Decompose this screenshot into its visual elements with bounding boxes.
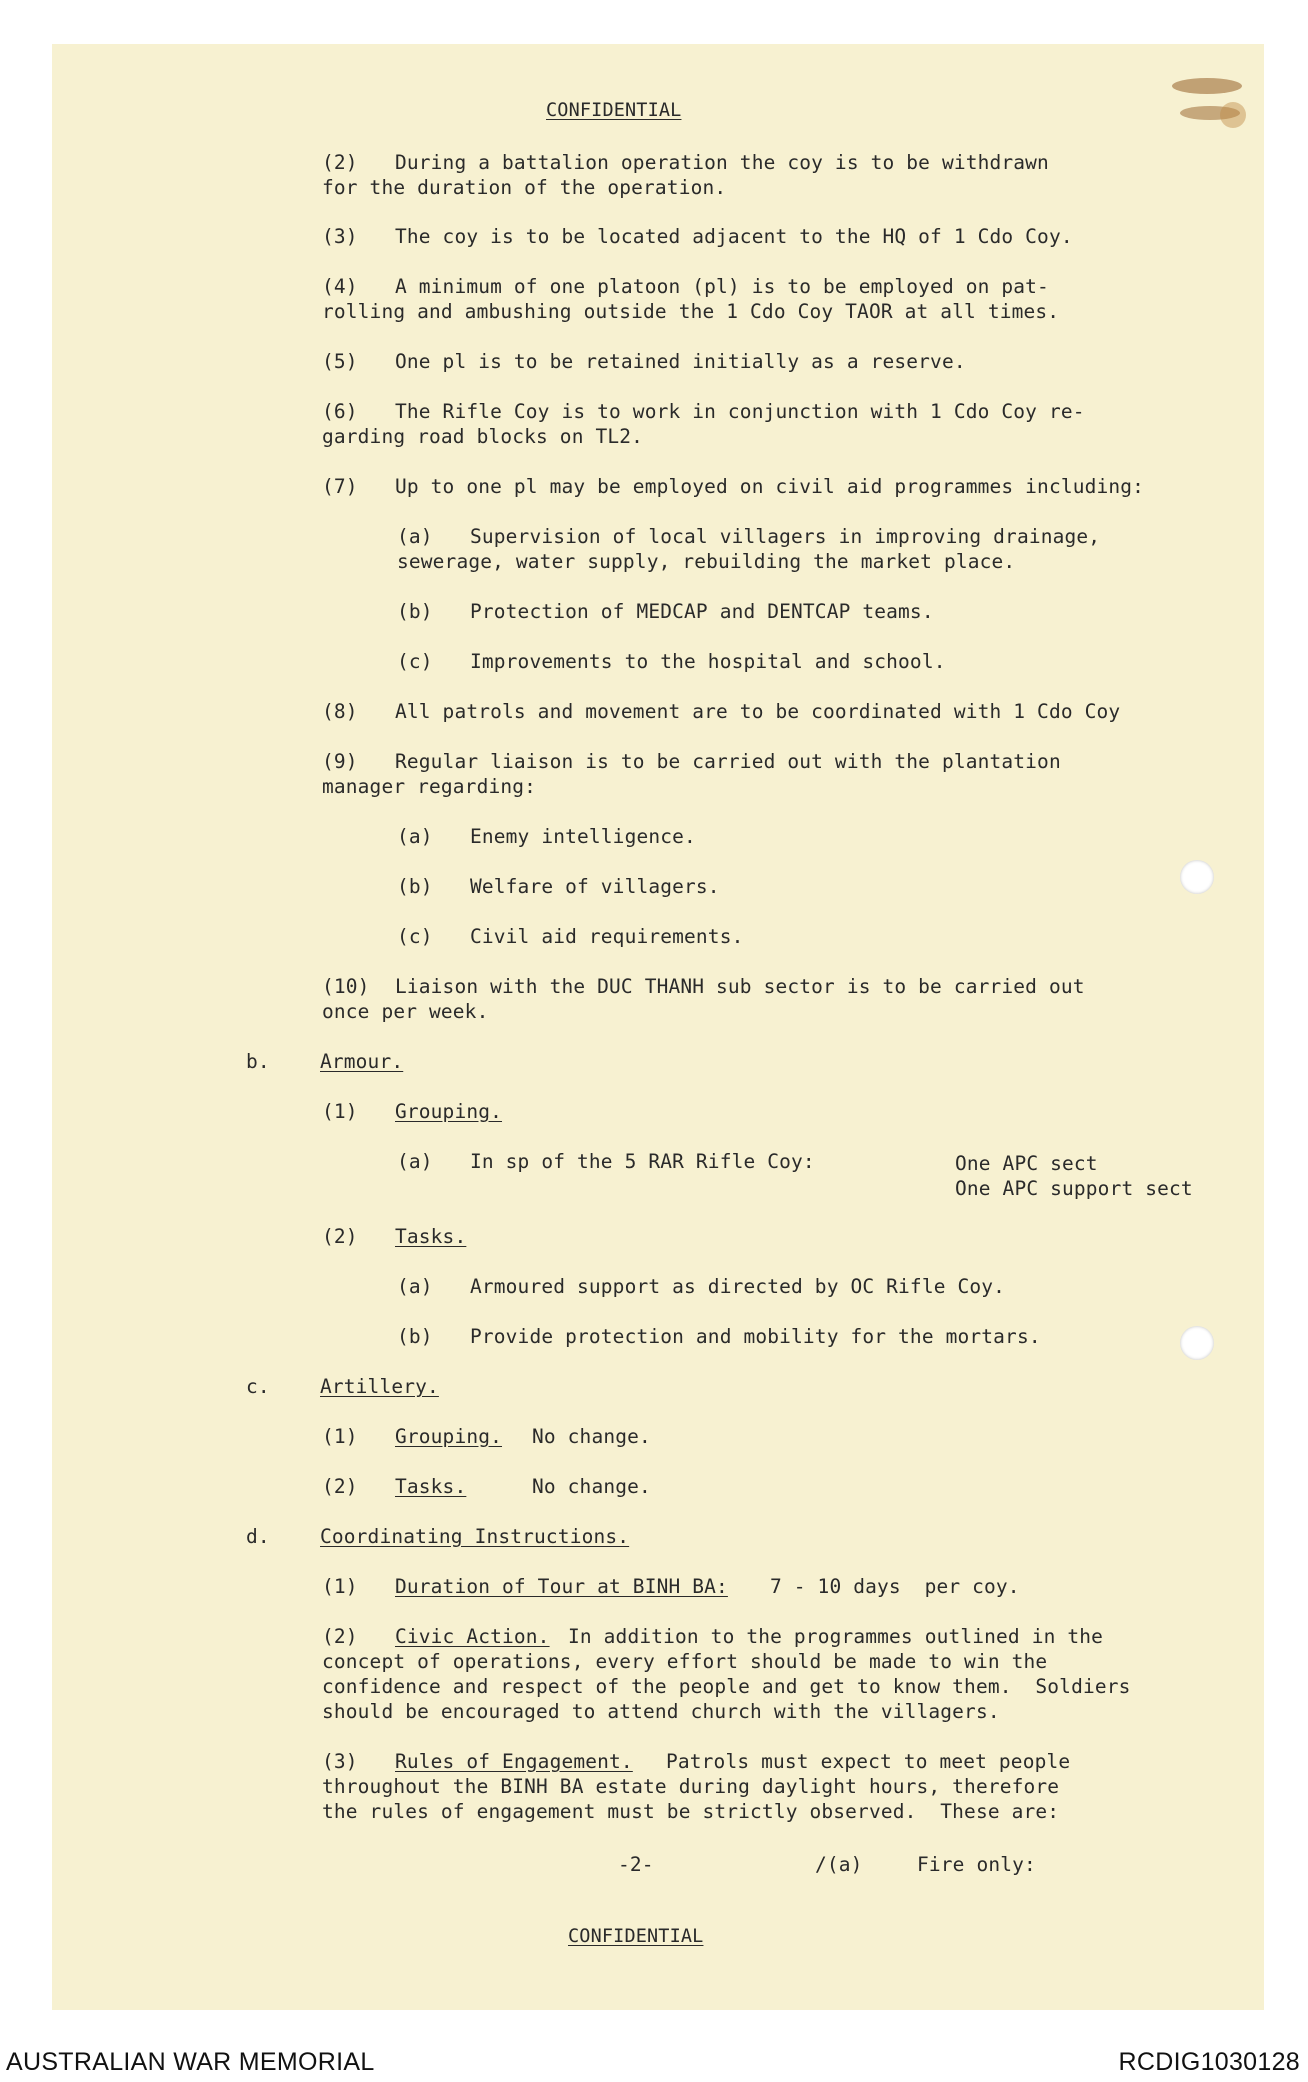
section-heading: Armour. bbox=[320, 1050, 404, 1073]
item-marker: (1) bbox=[322, 1575, 358, 1598]
body-text: The Rifle Coy is to work in conjunction with 1 Cdo Coy re- bbox=[395, 400, 1085, 423]
body-text: should be encouraged to attend church with the villagers. bbox=[322, 1700, 1000, 1723]
sub-item-marker: (a) bbox=[397, 1150, 433, 1173]
section-heading: Artillery. bbox=[320, 1375, 439, 1398]
grouping-allocation: One APC support sect bbox=[955, 1177, 1193, 1200]
item-marker: (4) bbox=[322, 275, 358, 298]
item-heading: Grouping. bbox=[395, 1100, 503, 1123]
sub-item-marker: (b) bbox=[397, 600, 433, 623]
body-text: for the duration of the operation. bbox=[322, 176, 727, 199]
punch-hole bbox=[1180, 860, 1214, 894]
archive-institution: AUSTRALIAN WAR MEMORIAL bbox=[6, 2048, 375, 2076]
item-marker: (3) bbox=[322, 225, 358, 248]
body-text: During a battalion operation the coy is to be withdrawn bbox=[395, 151, 1049, 174]
body-text: No change. bbox=[532, 1475, 651, 1498]
item-heading: Rules of Engagement. bbox=[395, 1750, 633, 1773]
item-marker: (6) bbox=[322, 400, 358, 423]
item-marker: (2) bbox=[322, 151, 358, 174]
item-marker: (8) bbox=[322, 700, 358, 723]
item-marker: (2) bbox=[322, 1475, 358, 1498]
section-marker: b. bbox=[246, 1050, 270, 1073]
item-marker: (1) bbox=[322, 1100, 358, 1123]
sub-item-marker: (a) bbox=[397, 825, 433, 848]
item-marker: (2) bbox=[322, 1625, 358, 1648]
section-marker: d. bbox=[246, 1525, 270, 1548]
grouping-allocation: One APC sect bbox=[955, 1152, 1098, 1175]
body-text: Provide protection and mobility for the mortars. bbox=[470, 1325, 1041, 1348]
body-text: The coy is to be located adjacent to the HQ of 1 Cdo Coy. bbox=[395, 225, 1073, 248]
body-text: No change. bbox=[532, 1425, 651, 1448]
body-text: garding road blocks on TL2. bbox=[322, 425, 644, 448]
body-text: Regular liaison is to be carried out with the plantation bbox=[395, 750, 1061, 773]
body-text: Armoured support as directed by OC Rifle Coy. bbox=[470, 1275, 1006, 1298]
body-text: throughout the BINH BA estate during daylight hours, therefore bbox=[322, 1775, 1060, 1798]
item-heading: Tasks. bbox=[395, 1475, 467, 1498]
body-text: sewerage, water supply, rebuilding the market place. bbox=[397, 550, 1016, 573]
item-heading: Tasks. bbox=[395, 1225, 467, 1248]
body-text: Protection of MEDCAP and DENTCAP teams. bbox=[470, 600, 934, 623]
continuation-marker: /(a) bbox=[815, 1853, 863, 1876]
body-text: confidence and respect of the people and get to know them. Soldiers bbox=[322, 1675, 1131, 1698]
body-text: Supervision of local villagers in improving drainage, bbox=[470, 525, 1101, 548]
continuation-text: Fire only: bbox=[917, 1853, 1036, 1876]
body-text: Up to one pl may be employed on civil aid programmes including: bbox=[395, 475, 1145, 498]
rust-stain bbox=[1172, 78, 1242, 94]
rust-stain bbox=[1220, 102, 1246, 128]
body-text: Improvements to the hospital and school. bbox=[470, 650, 946, 673]
sub-item-marker: (b) bbox=[397, 1325, 433, 1348]
sub-item-marker: (b) bbox=[397, 875, 433, 898]
body-text: once per week. bbox=[322, 1000, 489, 1023]
item-marker: (5) bbox=[322, 350, 358, 373]
body-text: Civil aid requirements. bbox=[470, 925, 744, 948]
footer-classification: CONFIDENTIAL bbox=[568, 1926, 704, 1947]
body-text: Enemy intelligence. bbox=[470, 825, 696, 848]
body-text: In sp of the 5 RAR Rifle Coy: bbox=[470, 1150, 815, 1173]
body-text: All patrols and movement are to be coordinated with 1 Cdo Coy bbox=[395, 700, 1121, 723]
body-text: the rules of engagement must be strictly observed. These are: bbox=[322, 1800, 1060, 1823]
body-text: Welfare of villagers. bbox=[470, 875, 720, 898]
sub-item-marker: (a) bbox=[397, 525, 433, 548]
body-text: 7 - 10 days per coy. bbox=[770, 1575, 1020, 1598]
header-classification: CONFIDENTIAL bbox=[546, 100, 682, 121]
body-text: Liaison with the DUC THANH sub sector is to be carried out bbox=[395, 975, 1085, 998]
punch-hole bbox=[1180, 1326, 1214, 1360]
item-heading: Civic Action. bbox=[395, 1625, 550, 1648]
item-marker: (7) bbox=[322, 475, 358, 498]
section-marker: c. bbox=[246, 1375, 270, 1398]
body-text: A minimum of one platoon (pl) is to be employed on pat- bbox=[395, 275, 1049, 298]
item-marker: (2) bbox=[322, 1225, 358, 1248]
body-text: One pl is to be retained initially as a reserve. bbox=[395, 350, 966, 373]
body-text: rolling and ambushing outside the 1 Cdo Coy TAOR at all times. bbox=[322, 300, 1060, 323]
body-text: concept of operations, every effort should be made to win the bbox=[322, 1650, 1048, 1673]
body-text: In addition to the programmes outlined in the bbox=[568, 1625, 1104, 1648]
item-marker: (9) bbox=[322, 750, 358, 773]
item-heading: Duration of Tour at BINH BA: bbox=[395, 1575, 728, 1598]
item-marker: (1) bbox=[322, 1425, 358, 1448]
archive-reference: RCDIG1030128 bbox=[1118, 2048, 1300, 2076]
section-heading: Coordinating Instructions. bbox=[320, 1525, 630, 1548]
sub-item-marker: (c) bbox=[397, 650, 433, 673]
page-number: -2- bbox=[618, 1853, 654, 1876]
sub-item-marker: (c) bbox=[397, 925, 433, 948]
body-text: Patrols must expect to meet people bbox=[666, 1750, 1071, 1773]
body-text: manager regarding: bbox=[322, 775, 537, 798]
item-marker: (3) bbox=[322, 1750, 358, 1773]
sub-item-marker: (a) bbox=[397, 1275, 433, 1298]
item-heading: Grouping. bbox=[395, 1425, 503, 1448]
item-marker: (10) bbox=[322, 975, 370, 998]
